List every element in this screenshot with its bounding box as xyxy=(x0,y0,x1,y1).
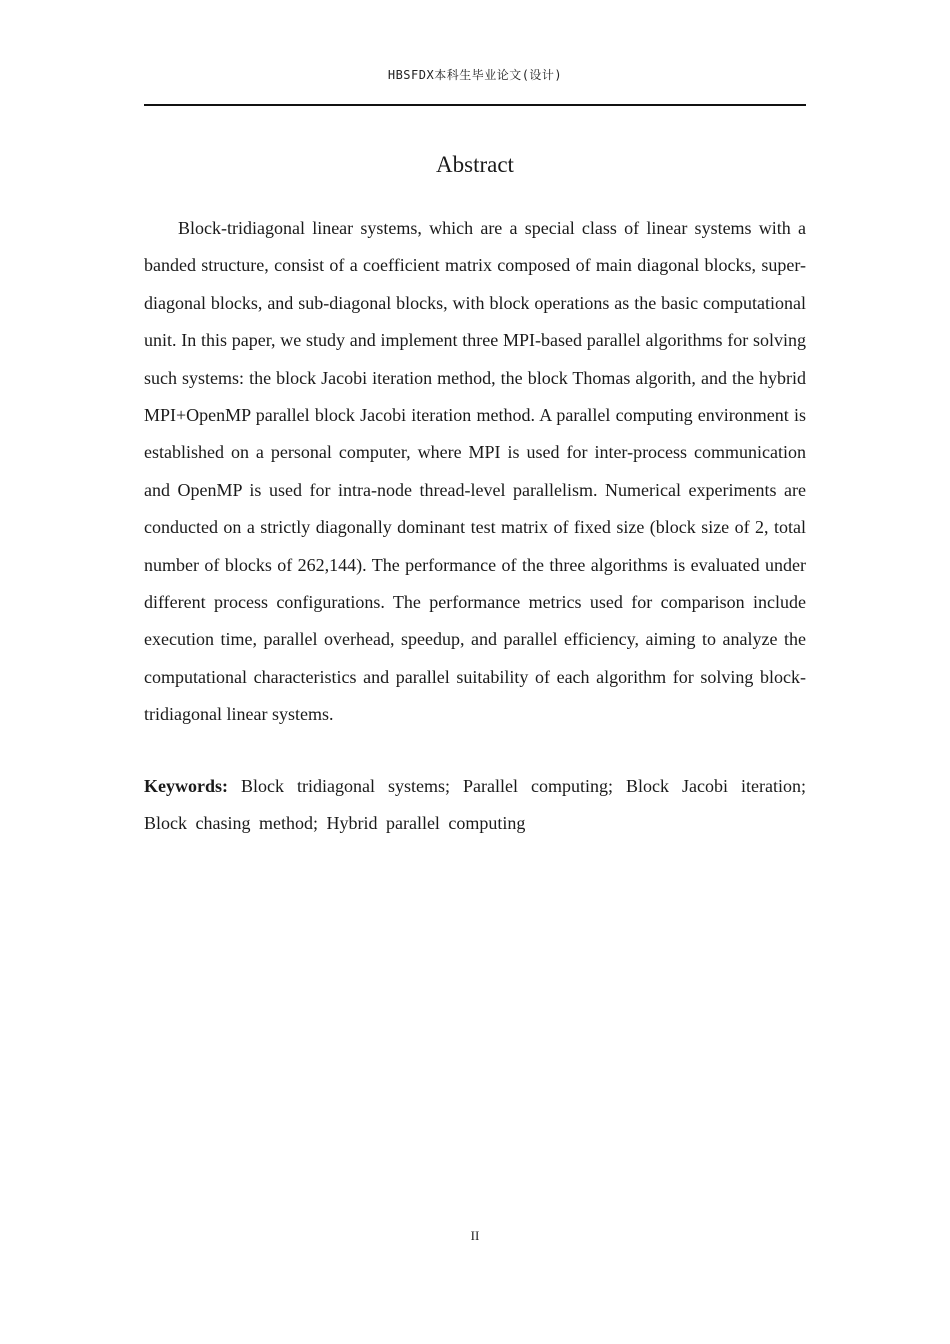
abstract-title: Abstract xyxy=(436,152,514,177)
keywords-label: Keywords: xyxy=(144,776,228,796)
keywords-text: Block tridiagonal systems; Parallel computing; Block Jacobi iteration; Block chasing method; Hybrid parallel computing xyxy=(144,776,807,834)
running-header: HBSFDX本科生毕业论文(设计) xyxy=(387,68,563,82)
abstract-body: Block-tridiagonal linear systems, which are a special class of linear systems with a banded structure, consist of a coefficient matrix composed of main diagonal blocks, super-diagonal blocks, and sub-diagonal blocks, with block operations as the basic computational unit. In this paper, we study and implement three MPI-based parallel algorithms for solving such systems: the block Jacobi iteration method, the block Thomas algorith, and the hybrid MPI+OpenMP parallel block Jacobi iteration method. A parallel computing environment is established on a personal computer, where MPI is used for inter-process communication and OpenMP is used for intra-node thread-level parallelism. Numerical experiments are conducted on a strictly diagonally dominant test matrix of fixed size (block size of 2, total number of blocks of 262,144). The performance of the three algorithms is evaluated under different process configurations. The performance metrics used for comparison include execution time, parallel overhead, speedup, and parallel efficiency, aiming to analyze the computational characteristics and parallel suitability of each algorithm for solving block-tridiagonal linear systems. xyxy=(144,218,806,725)
header-rule xyxy=(144,104,806,106)
page-number: II xyxy=(470,1228,480,1243)
keywords-paragraph xyxy=(144,768,806,843)
